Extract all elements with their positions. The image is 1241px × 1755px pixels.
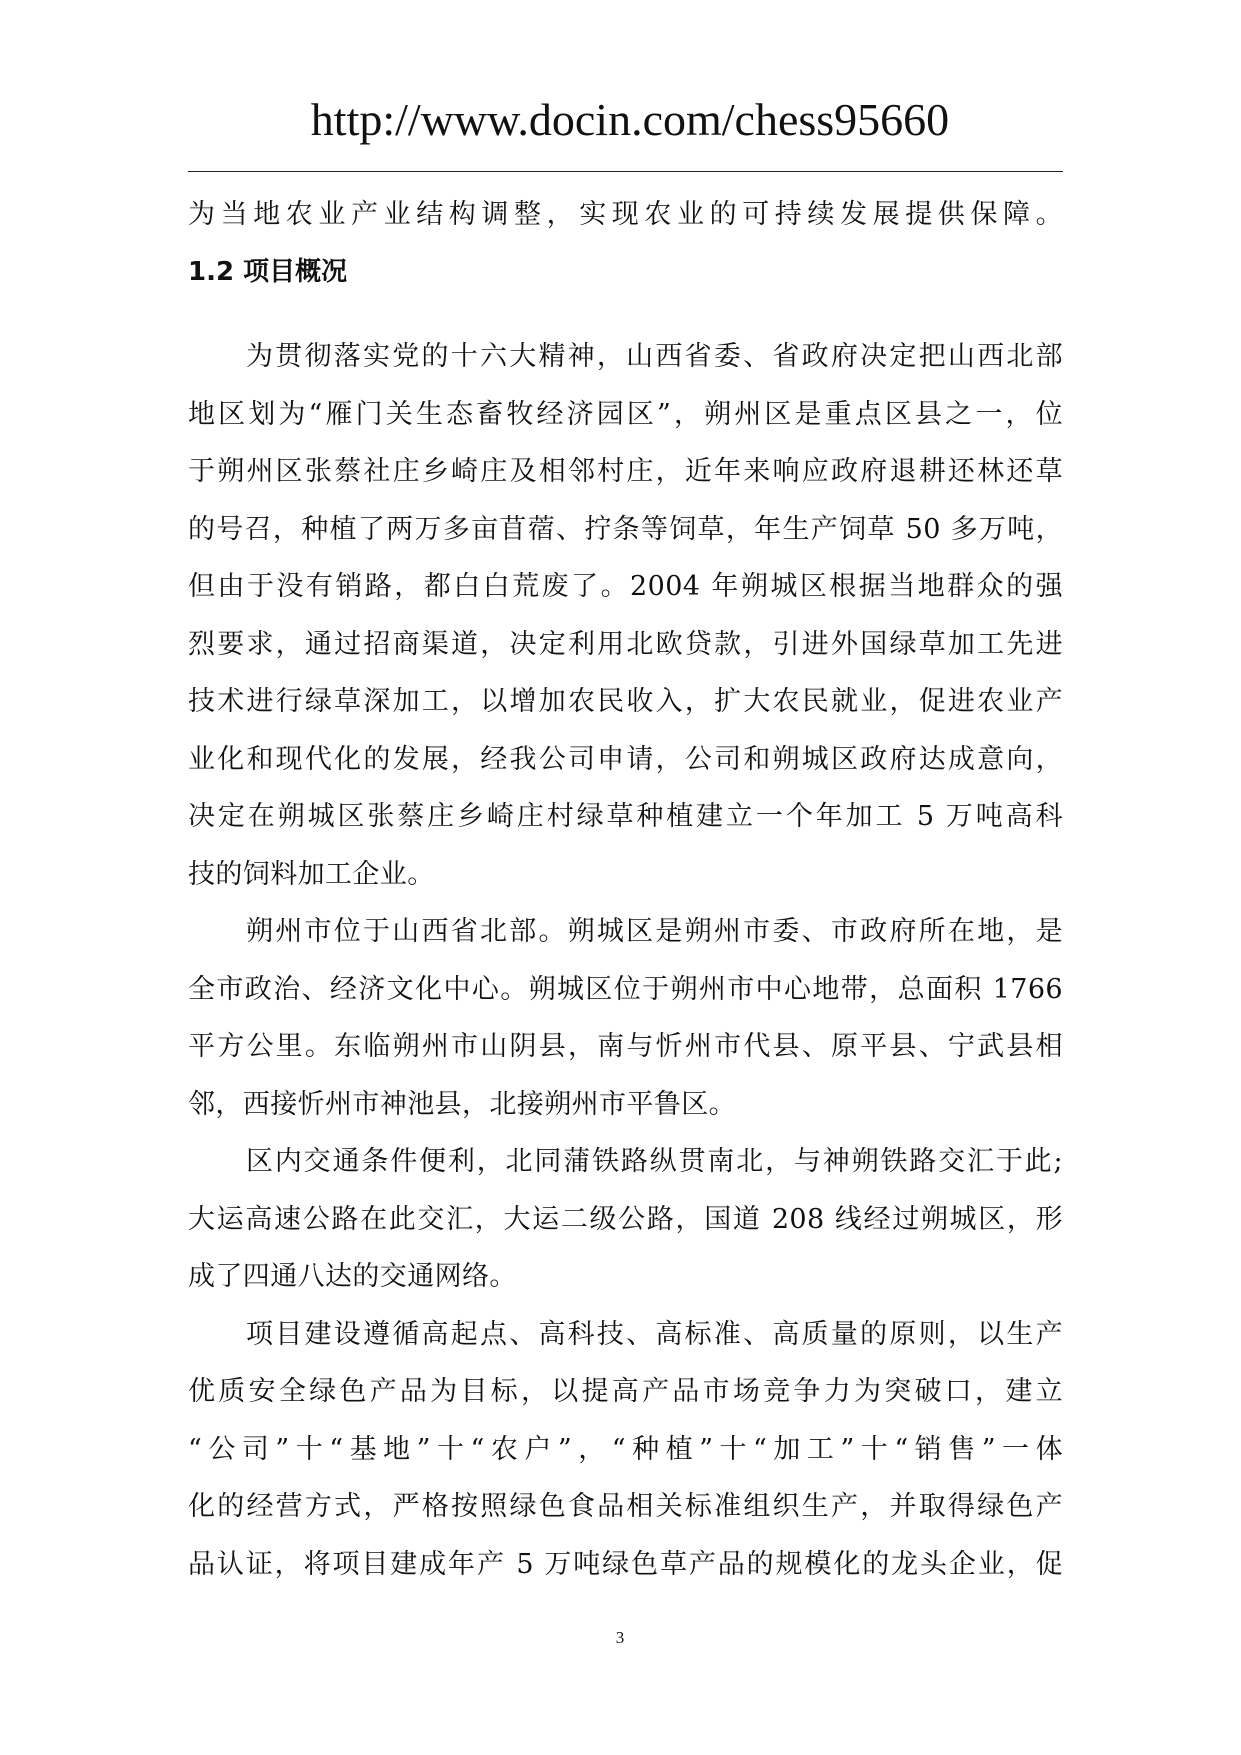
paragraph-line: 技术进行绿草深加工，以增加农民收入，扩大农民就业，促进农业产: [188, 686, 1063, 717]
paragraph-line: 平方公里。东临朔州市山阴县，南与忻州市代县、原平县、宁武县相: [188, 1031, 1063, 1062]
continuation-line: 为当地农业产业结构调整，实现农业的可持续发展提供保障。: [188, 199, 1063, 230]
paragraph-line: 区内交通条件便利，北同蒲铁路纵贯南北，与神朔铁路交汇于此;: [246, 1146, 1063, 1177]
paragraph-line: 业化和现代化的发展，经我公司申请，公司和朔城区政府达成意向，: [188, 743, 1063, 775]
paragraph-line: 品认证，将项目建成年产 5 万吨绿色草产品的规模化的龙头企业，促: [188, 1548, 1063, 1580]
paragraph-line: 烈要求，通过招商渠道，决定利用北欧贷款，引进外国绿草加工先进: [188, 628, 1063, 660]
paragraph-line: 为贯彻落实党的十六大精神，山西省委、省政府决定把山西北部: [246, 341, 1063, 372]
paragraph-line: 技的饲料加工企业。: [188, 858, 435, 890]
paragraph-line: 朔州市位于山西省北部。朔城区是朔州市委、市政府所在地，是: [246, 916, 1063, 947]
paragraph-line: 于朔州区张蔡社庄乡崎庄及相邻村庄，近年来响应政府退耕还林还草: [188, 456, 1063, 487]
paragraph-line: 大运高速公路在此交汇，大运二级公路，国道 208 线经过朔城区，形: [188, 1203, 1063, 1235]
paragraph-line: 优质安全绿色产品为目标，以提高产品市场竞争力为突破口，建立: [188, 1376, 1063, 1407]
paragraph-line: 成了四通八达的交通网络。: [188, 1261, 517, 1292]
paragraph-line: 的号召，种植了两万多亩苜蓿、拧条等饲草，年生产饲草 50 多万吨，: [188, 513, 1063, 545]
paragraph-line: 化的经营方式，严格按照绿色食品相关标准组织生产，并取得绿色产: [188, 1491, 1063, 1522]
paragraph-line: “公司”十“基地”十“农户”，“种植”十“加工”十“销售”一体: [188, 1433, 1063, 1465]
paragraph-line: 项目建设遵循高起点、高科技、高标准、高质量的原则，以生产: [246, 1318, 1063, 1350]
section-heading: 1.2 项目概况: [188, 256, 348, 287]
paragraph-line: 地区划为“雁门关生态畜牧经济园区”，朔州区是重点区县之一，位: [188, 398, 1063, 430]
document-body: [188, 186, 1063, 1593]
paragraph-line: 邻，西接忻州市神池县，北接朔州市平鲁区。: [188, 1088, 736, 1120]
header-divider: [188, 171, 1063, 172]
paragraph-line: 决定在朔城区张蔡庄乡崎庄村绿草种植建立一个年加工 5 万吨高科: [188, 801, 1063, 832]
paragraph-line: 全市政治、经济文化中心。朔城区位于朔州市中心地带，总面积 1766: [188, 973, 1063, 1005]
header-url: http://www.docin.com/chess95660: [310, 94, 950, 145]
page-number: 3: [615, 1628, 625, 1647]
paragraph-line: 但由于没有销路，都白白荒废了。2004 年朔城区根据当地群众的强: [188, 571, 1063, 602]
